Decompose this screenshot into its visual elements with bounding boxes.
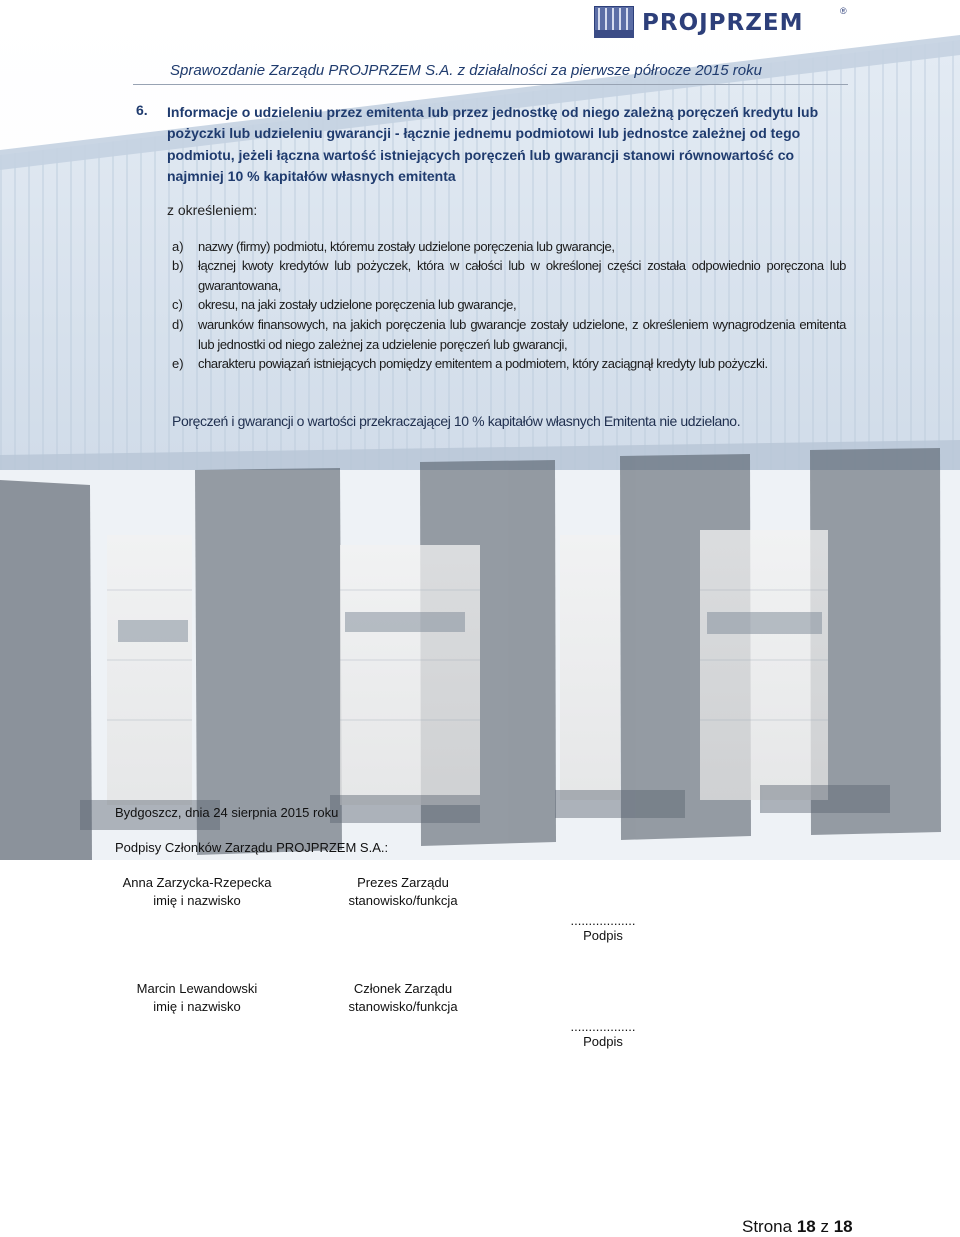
page-current: 18 bbox=[796, 1217, 816, 1236]
signature-caption: Podpis bbox=[583, 1034, 623, 1049]
projprzem-logo bbox=[594, 6, 850, 40]
page-of: z bbox=[820, 1217, 829, 1236]
member-name: Anna Zarzycka-Rzepecka bbox=[122, 875, 272, 890]
list-item-label: e) bbox=[172, 356, 184, 371]
list-item bbox=[172, 237, 846, 257]
list-item bbox=[172, 315, 846, 354]
section-title: Informacje o udzieleniu przez emitenta lub przez jednostkę od niego zależną poręczeń kredytu lub pożyczki lub udzieleniu gwarancji - łącznie jednemu podmiotowi lub jednostce zależnej od tego podmiotu, jeżeli łączna wartość istniejących poręczeń lub gwarancji stanowi równowartość co najmniej 10 % kapitałów własnych emitenta bbox=[167, 104, 819, 184]
section-intro: z określeniem: bbox=[167, 202, 258, 218]
member-name: Marcin Lewandowski bbox=[136, 981, 258, 996]
list-item-text: nazwy (firmy) podmiotu, któremu zostały udzielone poręczenia lub gwarancje, bbox=[198, 239, 615, 254]
signature-caption: Podpis bbox=[583, 928, 623, 943]
signature-line: .................. bbox=[570, 1019, 636, 1034]
list-item-label: d) bbox=[172, 317, 184, 332]
list-item-text: okresu, na jaki zostały udzielone poręczenia lub gwarancje, bbox=[198, 297, 517, 312]
logo-wordmark: PROJPRZEM bbox=[642, 10, 804, 36]
signatures-heading: Podpisy Członków Zarządu PROJPRZEM S.A.: bbox=[115, 840, 389, 855]
page-word: Strona bbox=[742, 1217, 793, 1236]
list-item bbox=[172, 295, 846, 315]
member-position: Prezes Zarządu bbox=[357, 875, 449, 890]
name-caption: imię i nazwisko bbox=[153, 999, 241, 1014]
section-conclusion: Poręczeń i gwarancji o wartości przekraczającej 10 % kapitałów własnych Emitenta nie udzielano. bbox=[172, 413, 741, 429]
place-and-date: Bydgoszcz, dnia 24 sierpnia 2015 roku bbox=[115, 805, 339, 820]
position-caption: stanowisko/funkcja bbox=[348, 999, 458, 1014]
signature-line: .................. bbox=[570, 913, 636, 928]
header-divider bbox=[133, 84, 848, 85]
page-number bbox=[742, 1217, 853, 1237]
running-header: Sprawozdanie Zarządu PROJPRZEM S.A. z działalności za pierwsze półrocze 2015 roku bbox=[170, 62, 762, 79]
building-logo-icon bbox=[594, 6, 634, 38]
registered-mark: ® bbox=[840, 6, 847, 16]
list-item-text: charakteru powiązań istniejących pomiędzy emitentem a podmiotem, który zaciągnął kredyty lub pożyczki. bbox=[198, 356, 768, 371]
member-position: Członek Zarządu bbox=[353, 981, 453, 996]
list-item-label: c) bbox=[172, 297, 183, 312]
position-caption: stanowisko/funkcja bbox=[348, 893, 458, 908]
list-item-label: a) bbox=[172, 239, 184, 254]
page-total: 18 bbox=[833, 1217, 853, 1236]
section-number: 6. bbox=[136, 102, 148, 118]
list-item bbox=[172, 354, 846, 374]
list-item-text: łącznej kwoty kredytów lub pożyczek, która w całości lub w określonej części została odpowiednio poręczona lub gwarantowana, bbox=[198, 258, 846, 293]
list-item-text: warunków finansowych, na jakich poręczenia lub gwarancje zostały udzielone, z określeniem wynagrodzenia emitenta lub jednostki od niego zależnej za udzielenie poręczeń lub gwarancji, bbox=[198, 317, 846, 352]
list-item-label: b) bbox=[172, 258, 184, 273]
name-caption: imię i nazwisko bbox=[153, 893, 241, 908]
list-item bbox=[172, 256, 846, 295]
